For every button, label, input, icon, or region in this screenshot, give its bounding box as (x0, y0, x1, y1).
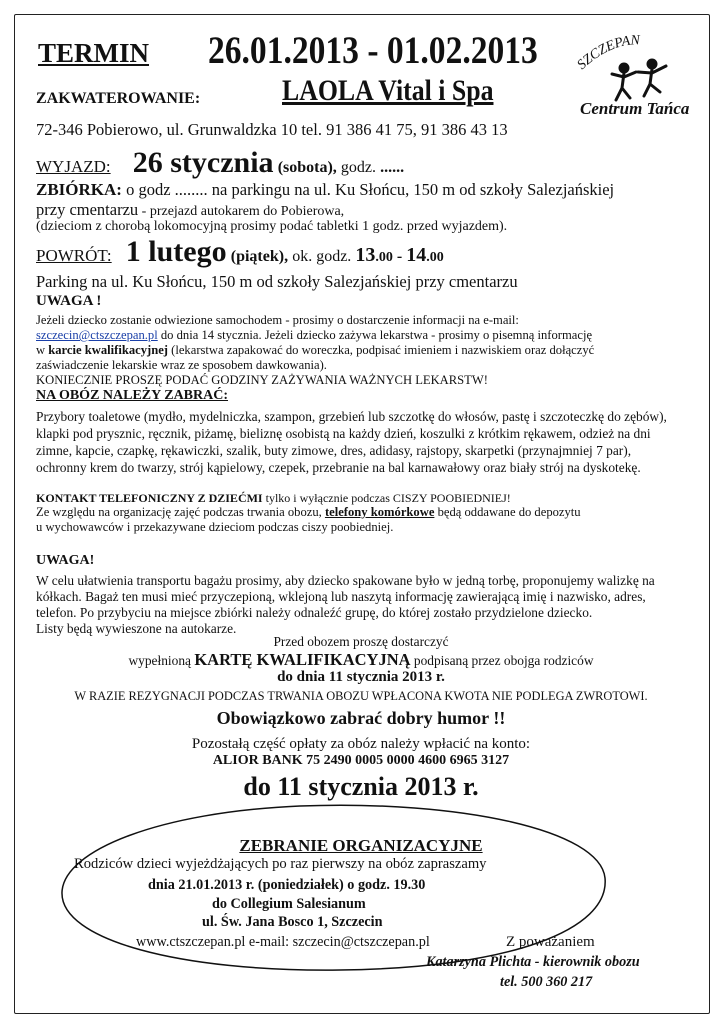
card-refund: W RAZIE REZYGNACJI PODCZAS TRWANIA OBOZU WPŁACONA KWOTA NIE PODLEGA ZWROTOWI. (74, 689, 648, 703)
notice1-line1: Jeżeli dziecko zostanie odwiezione samochodem - prosimy o dostarczenie informacji na e-mail: (36, 313, 519, 327)
centrum-tanca-logo (572, 30, 696, 120)
card-line2 (14, 650, 708, 670)
meeting-contact: www.ctszczepan.pl e-mail: szczecin@ctszczepan.pl (136, 934, 430, 950)
packing-line: Przybory toaletowe (mydło, mydelniczka, szampon, grzebień lub szczotkę do włosów, pastę i szczoteczkę do zębów), (36, 409, 667, 424)
packing-title: NA OBÓZ NALEŻY ZABRAĆ: (36, 388, 229, 403)
gathering-place: przy cmentarzu (36, 200, 139, 219)
return-time-label: ok. godz. (292, 248, 352, 265)
logo-bottom-text: Centrum Tańca (580, 99, 690, 118)
return-time-to-m: .00 (426, 250, 444, 265)
phone-line2-a: Ze względu na organizację zajęć podczas trwania obozu, (36, 505, 325, 519)
notice2-line: telefon. Po przybyciu na miejsce zbiórki należy odnaleźć grupę, do której zostało przydzielone dziecko. (36, 605, 593, 620)
payment-deadline: do 11 stycznia 2013 r. (243, 772, 479, 801)
return-row (36, 235, 444, 269)
phone-title-rest: tylko i wyłącznie podczas CISZY POOBIEDNIEJ! (262, 491, 511, 505)
phone-row (36, 491, 511, 506)
notice1-line3-text: (lekarstwa zapakować do woreczka, podpisać imieniem i nazwiskiem oraz dołączyć (168, 343, 595, 357)
departure-day: (sobota), (277, 159, 337, 176)
notice1-line2-text: do dnia 14 stycznia. Jeżeli dziecko zażywa lekarstwa - prosimy o pisemną informację (157, 328, 593, 342)
hotel-name: LAOLA Vital i Spa (282, 74, 494, 107)
card-line2-b: podpisaną przez obojga rodziców (410, 653, 594, 668)
notice1-line3-prefix: w (36, 343, 49, 357)
notice1-line5: KONIECZNIE PROSZĘ PODAĆ GODZINY ZAŻYWANIA WAŻNYCH LEKARSTW! (36, 373, 488, 387)
meeting-date: dnia 21.01.2013 r. (poniedziałek) o godz. 19.30 (148, 877, 426, 893)
meeting-title: ZEBRANIE ORGANIZACYJNE (239, 836, 483, 855)
return-time-from-h: 13 (355, 244, 376, 266)
packing-line: ochronny krem do twarzy, strój kąpielowy, czepek, przebranie na bal karnawałowy oraz biały strój na dyskotekę. (36, 460, 641, 475)
gathering-line2 (36, 200, 344, 220)
gathering-label: ZBIÓRKA: (36, 180, 122, 199)
card-humor: Obowiązkowo zabrać dobry humor !! (216, 708, 506, 728)
return-time-dash: - (392, 248, 407, 265)
dancers-icon (612, 60, 666, 100)
departure-row (36, 146, 404, 180)
card-qualification: KARTĘ KWALIFIKACYJNĄ (194, 650, 411, 669)
phone-mobiles: telefony komórkowe (324, 505, 435, 519)
logo-top-text: SZCZEPAN (574, 33, 641, 73)
hotel-address: 72-346 Pobierowo, ul. Grunwaldzka 10 tel. 91 386 41 75, 91 386 43 13 (36, 120, 508, 139)
camp-dates: 26.01.2013 - 01.02.2013 (208, 29, 538, 72)
meeting-venue: do Collegium Salesianum (212, 896, 366, 912)
accommodation-label: ZAKWATEROWANIE: (36, 90, 201, 107)
notice2-line: kółkach. Bagaż ten musi mieć przyczepioną, wklejoną lub naszytą informację zawierającą imię i nazwisko, adres, (36, 589, 646, 604)
card-deadline: do dnia 11 stycznia 2013 r. (277, 669, 445, 685)
signature-regards: Z poważaniem (506, 934, 595, 950)
gathering-row (36, 180, 614, 200)
return-time-from-m: .00 (375, 250, 393, 265)
gathering-note: (dzieciom z chorobą lokomocyjną prosimy podać tabletki 1 godz. przed wyjazdem). (36, 219, 508, 234)
phone-line3: u wychowawców i przekazywane dzieciom podczas ciszy poobiedniej. (36, 520, 394, 534)
phone-title: KONTAKT TELEFONICZNY Z DZIEĆMI (36, 491, 263, 505)
notice1-card-bold: karcie kwalifikacyjnej (48, 343, 168, 357)
meeting-address: ul. Św. Jana Bosco 1, Szczecin (202, 914, 383, 930)
phone-line2-b: będą oddawane do depozytu (434, 505, 581, 519)
notice2-line: W celu ułatwienia transportu bagażu prosimy, aby dziecko spakowane było w jedną torbę, proponujemy walizkę na (36, 573, 655, 588)
notice2-title: UWAGA! (36, 553, 95, 568)
notice1-line2 (36, 328, 592, 343)
notice2-line: Listy będą wywieszone na autokarze. (36, 621, 237, 636)
departure-time-label: godz. (340, 159, 377, 176)
meeting-line1: Rodziców dzieci wyjeżdżających po raz pierwszy na obóz zapraszamy (74, 856, 487, 872)
termin-label: TERMIN (38, 38, 150, 68)
notice1-line3 (36, 343, 594, 358)
departure-label: WYJAZD: (36, 157, 111, 176)
departure-date: 26 stycznia (132, 146, 274, 179)
departure-time: ...... (380, 159, 405, 176)
return-day: (piątek), (230, 248, 289, 265)
card-line1: Przed obozem proszę dostarczyć (273, 634, 449, 649)
notice1-line4: zaświadczenie lekarskie wraz ze sposobem dawkowania). (36, 358, 327, 372)
return-time-to-h: 14 (406, 244, 427, 266)
packing-line: klapki pod prysznic, ręcznik, piżamę, bieliznę osobistą na każdy dzień, koszulki z krótkim rękawem, odzież na dni (36, 426, 651, 441)
packing-line: zimne, kapcie, czapkę, rękawiczki, szalik, buty zimowe, dres, adidasy, rajstopy, skarpetki (przynajmniej 7 par), (36, 443, 632, 458)
gathering-transport: - przejazd autokarem do Pobierowa, (138, 204, 345, 219)
notice1-email-link[interactable]: szczecin@ctszczepan.pl (36, 328, 158, 342)
return-parking: Parking na ul. Ku Słońcu, 150 m od szkoły Salezjańskiej przy cmentarzu (36, 272, 518, 291)
payment-line1: Pozostałą część opłaty za obóz należy wpłacić na konto: (191, 736, 531, 752)
phone-line2 (36, 505, 581, 520)
return-date: 1 lutego (125, 235, 227, 268)
card-line2-a: wypełnioną (128, 653, 195, 668)
gathering-text: o godz ........ na parkingu na ul. Ku Słońcu, 150 m od szkoły Salezjańskiej (121, 180, 615, 199)
signature-name: Katarzyna Plichta - kierownik obozu (426, 954, 640, 970)
return-label: POWRÓT: (36, 246, 112, 265)
signature-phone: tel. 500 360 217 (500, 974, 593, 990)
payment-account: ALIOR BANK 75 2490 0005 0000 4600 6965 3127 (212, 753, 510, 768)
notice1-title: UWAGA ! (36, 293, 102, 309)
